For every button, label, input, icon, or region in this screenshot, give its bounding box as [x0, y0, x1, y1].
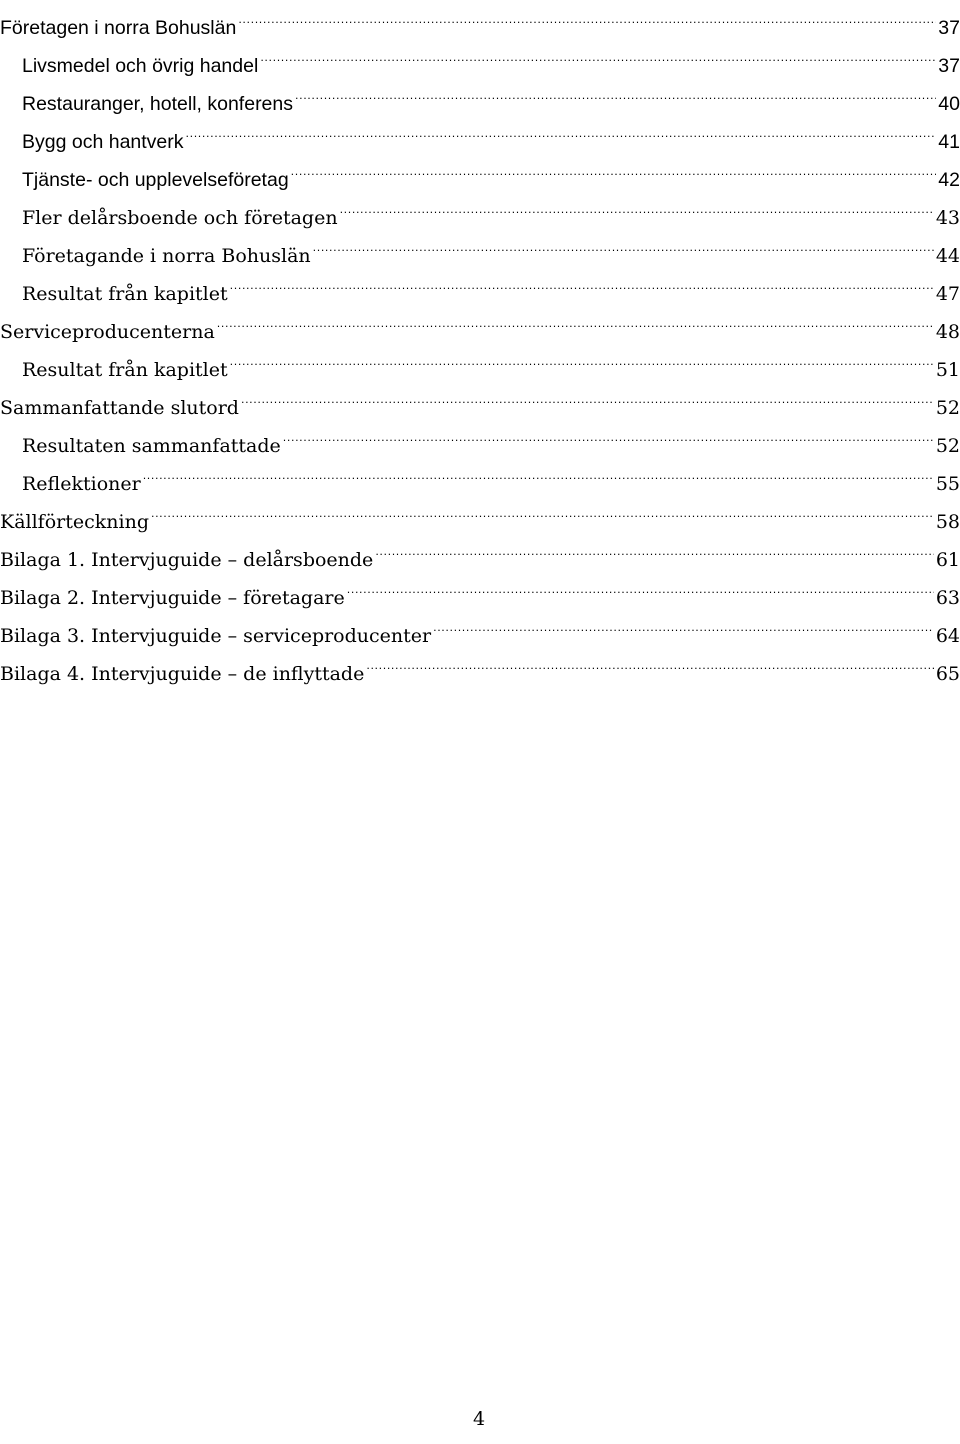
toc-entry-page: 55	[935, 473, 960, 495]
toc-entry-kallforteckning[interactable]	[0, 490, 960, 533]
toc-entry-bilaga-1[interactable]	[0, 528, 960, 571]
toc-entry-resultaten[interactable]	[0, 414, 960, 457]
toc-leader-dots	[295, 72, 936, 110]
toc-entry-title: Bilaga 2. Intervjuguide – företagare	[0, 587, 345, 609]
toc-entry-title: Bilaga 1. Intervjuguide – delårsboende	[0, 549, 374, 571]
toc-leader-dots	[241, 376, 934, 414]
toc-entry-page: 41	[938, 131, 960, 153]
toc-entry-livsmedel[interactable]	[0, 34, 960, 77]
toc-leader-dots	[433, 604, 934, 642]
toc-entry-page: 52	[935, 397, 960, 419]
toc-entry-title: Reflektioner	[22, 473, 141, 495]
toc-leader-dots	[260, 34, 936, 72]
toc-entry-title: Bygg och hantverk	[22, 131, 184, 153]
toc-entry-title: Restauranger, hotell, konferens	[22, 93, 294, 115]
toc-entry-page: 40	[938, 93, 960, 115]
toc-leader-dots	[283, 414, 934, 452]
toc-entry-page: 42	[938, 169, 960, 191]
toc-entry-resultat-1[interactable]	[0, 262, 960, 305]
toc-entry-serviceproducenterna[interactable]	[0, 300, 960, 343]
toc-entry-page: 58	[935, 511, 960, 533]
toc-leader-dots	[375, 528, 934, 566]
toc-leader-dots	[347, 566, 934, 604]
toc-leader-dots	[230, 262, 934, 300]
toc-leader-dots	[186, 110, 937, 148]
toc-entry-page: 52	[935, 435, 960, 457]
toc-entry-title: Källförteckning	[0, 511, 149, 533]
toc-entry-page: 63	[935, 587, 960, 609]
toc-entry-page: 48	[935, 321, 960, 343]
toc-entry-page: 43	[935, 207, 960, 229]
toc-entry-fler-delarsboende[interactable]	[0, 186, 960, 229]
toc-entry-tjanste[interactable]	[0, 148, 960, 191]
toc-entry-foretagen[interactable]	[0, 0, 960, 39]
toc-entry-resultat-2[interactable]	[0, 338, 960, 381]
toc-leader-dots	[217, 300, 934, 338]
toc-entry-title: Sammanfattande slutord	[0, 397, 239, 419]
toc-leader-dots	[366, 642, 933, 680]
toc-entry-title: Tjänste- och upplevelseföretag	[22, 169, 289, 191]
toc-entry-bilaga-4[interactable]	[0, 642, 960, 685]
toc-entry-title: Resultat från kapitlet	[22, 359, 228, 381]
toc-entry-title: Fler delårsboende och företagen	[22, 207, 338, 229]
toc-entry-page: 64	[935, 625, 960, 647]
toc-entry-title: Serviceproducenterna	[0, 321, 215, 343]
toc-leader-dots	[313, 224, 934, 262]
toc-entry-page: 37	[938, 55, 960, 77]
page-number: 4	[472, 1408, 486, 1430]
toc-entry-title: Resultaten sammanfattade	[22, 435, 281, 457]
toc-entry-foretagande[interactable]	[0, 224, 960, 267]
toc-leader-dots	[143, 452, 934, 490]
toc-entry-title: Livsmedel och övrig handel	[22, 55, 259, 77]
toc-entry-sammanfattande[interactable]	[0, 376, 960, 419]
toc-entry-bygg[interactable]	[0, 110, 960, 153]
toc-entry-page: 61	[935, 549, 960, 571]
toc-entry-page: 51	[935, 359, 960, 381]
toc-entry-bilaga-3[interactable]	[0, 604, 960, 647]
toc-entry-title: Resultat från kapitlet	[22, 283, 228, 305]
toc-entry-page: 65	[935, 663, 960, 685]
toc-entry-title: Företagen i norra Bohuslän	[0, 17, 237, 39]
toc-leader-dots	[291, 148, 937, 186]
toc-entry-restauranger[interactable]	[0, 72, 960, 115]
toc-entry-page: 37	[938, 17, 960, 39]
toc-leader-dots	[151, 490, 934, 528]
toc-leader-dots	[238, 0, 936, 34]
toc-entry-title: Bilaga 4. Intervjuguide – de inflyttade	[0, 663, 365, 685]
toc-entry-bilaga-2[interactable]	[0, 566, 960, 609]
toc-entry-title: Bilaga 3. Intervjuguide – serviceproducenter	[0, 625, 432, 647]
toc-entry-title: Företagande i norra Bohuslän	[22, 245, 311, 267]
toc-entry-page: 47	[935, 283, 960, 305]
toc-entry-page: 44	[935, 245, 960, 267]
toc-leader-dots	[230, 338, 934, 376]
toc-leader-dots	[340, 186, 934, 224]
toc-entry-reflektioner[interactable]	[0, 452, 960, 495]
